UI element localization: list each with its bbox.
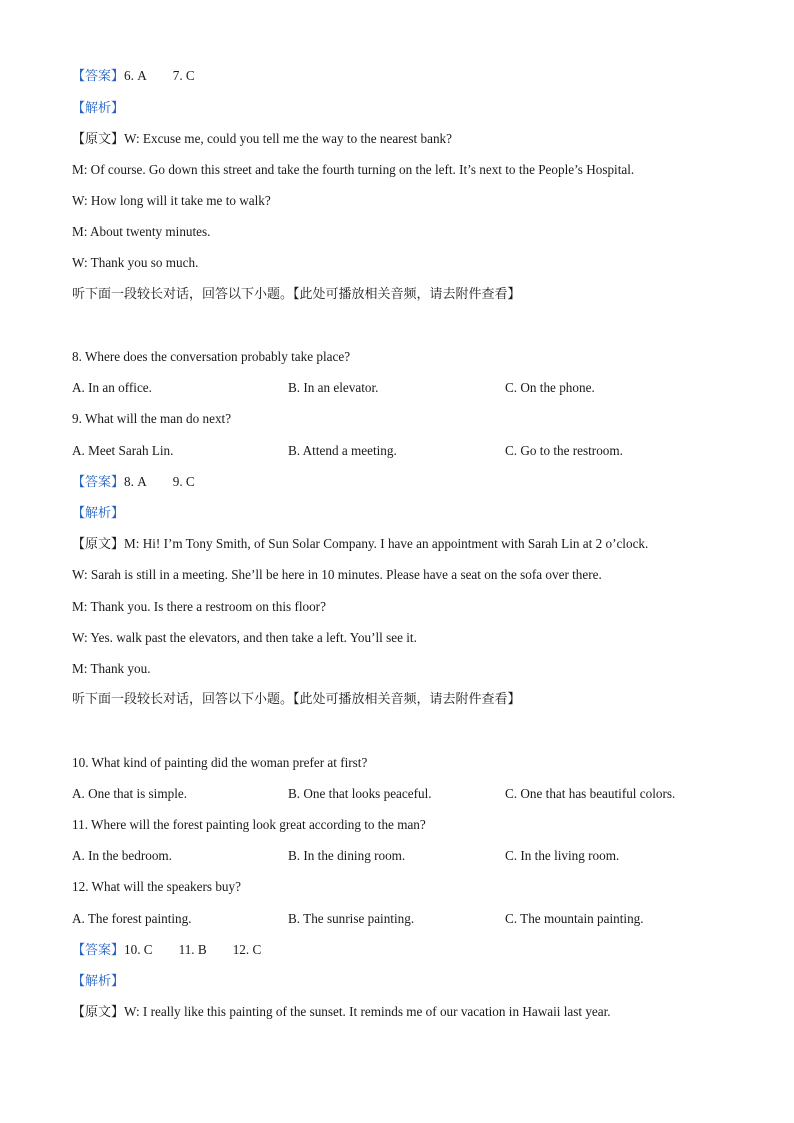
analysis-tag-line xyxy=(72,973,124,990)
option-c: C. On the phone. xyxy=(505,380,595,395)
analysis-tag: 【解析】 xyxy=(72,506,125,521)
transcript-line xyxy=(72,1004,611,1021)
option-a: A. The forest painting. xyxy=(72,911,192,926)
question-8: 8. Where does the conversation probably take place? xyxy=(72,349,351,364)
transcript-line: W: Sarah is still in a meeting. She’ll be here in 10 minutes. Please have a seat on the sofa over there. xyxy=(72,567,602,582)
transcript-line: M: About twenty minutes. xyxy=(72,224,211,239)
option-c: C. The mountain painting. xyxy=(505,911,644,926)
analysis-tag: 【解析】 xyxy=(72,101,125,116)
transcript-text: W: Excuse me, could you tell me the way to the nearest bank? xyxy=(124,131,453,146)
answer-line-6-7 xyxy=(72,68,195,85)
analysis-tag: 【解析】 xyxy=(72,974,125,989)
transcript-line: M: Thank you. xyxy=(72,661,151,676)
transcript-line xyxy=(72,131,452,148)
option-a: A. In an office. xyxy=(72,380,152,395)
transcript-line: M: Of course. Go down this street and take the fourth turning on the left. It’s next to the People’s Hospital. xyxy=(72,162,635,177)
answer-11: 11. B xyxy=(178,942,207,957)
original-tag: 【原文】 xyxy=(72,1005,125,1020)
question-11: 11. Where will the forest painting look great according to the man? xyxy=(72,817,426,832)
original-tag: 【原文】 xyxy=(72,132,125,147)
listening-instruction: 听下面一段较长对话，回答以下小题。【此处可播放相关音频，请去附件查看】 xyxy=(72,287,521,302)
listening-instruction: 听下面一段较长对话，回答以下小题。【此处可播放相关音频，请去附件查看】 xyxy=(72,692,521,707)
answer-tag: 【答案】 xyxy=(72,943,125,958)
answer-9: 9. C xyxy=(172,474,195,489)
answer-line-10-12 xyxy=(72,942,261,959)
original-tag: 【原文】 xyxy=(72,537,125,552)
answer-10: 10. C xyxy=(124,942,153,957)
transcript-text: W: I really like this painting of the sunset. It reminds me of our vacation in Hawaii last year. xyxy=(124,1004,611,1019)
question-12: 12. What will the speakers buy? xyxy=(72,879,241,894)
answer-tag: 【答案】 xyxy=(72,69,125,84)
answer-line-8-9 xyxy=(72,474,195,491)
answer-8: 8. A xyxy=(124,474,147,489)
question-9: 9. What will the man do next? xyxy=(72,411,232,426)
transcript-line: W: Thank you so much. xyxy=(72,255,199,270)
transcript-line: W: How long will it take me to walk? xyxy=(72,193,271,208)
option-b: B. The sunrise painting. xyxy=(288,911,415,926)
option-b: B. One that looks peaceful. xyxy=(288,786,432,801)
answer-6: 6. A xyxy=(124,68,147,83)
question-10: 10. What kind of painting did the woman prefer at first? xyxy=(72,755,368,770)
option-b: B. Attend a meeting. xyxy=(288,443,397,458)
answer-7: 7. C xyxy=(172,68,195,83)
option-b: B. In the dining room. xyxy=(288,848,406,863)
option-a: A. In the bedroom. xyxy=(72,848,172,863)
answer-12: 12. C xyxy=(232,942,262,957)
option-c: C. Go to the restroom. xyxy=(505,443,623,458)
answer-tag: 【答案】 xyxy=(72,475,125,490)
option-b: B. In an elevator. xyxy=(288,380,379,395)
transcript-line: M: Thank you. Is there a restroom on this floor? xyxy=(72,599,326,614)
analysis-tag-line xyxy=(72,505,124,522)
transcript-line: W: Yes. walk past the elevators, and then take a left. You’ll see it. xyxy=(72,630,417,645)
option-a: A. One that is simple. xyxy=(72,786,188,801)
option-a: A. Meet Sarah Lin. xyxy=(72,443,174,458)
transcript-line xyxy=(72,536,648,553)
option-c: C. One that has beautiful colors. xyxy=(505,786,676,801)
option-c: C. In the living room. xyxy=(505,848,620,863)
transcript-text: M: Hi! I’m Tony Smith, of Sun Solar Company. I have an appointment with Sarah Lin at 2 o’clock. xyxy=(124,536,649,551)
analysis-tag-line xyxy=(72,100,124,117)
